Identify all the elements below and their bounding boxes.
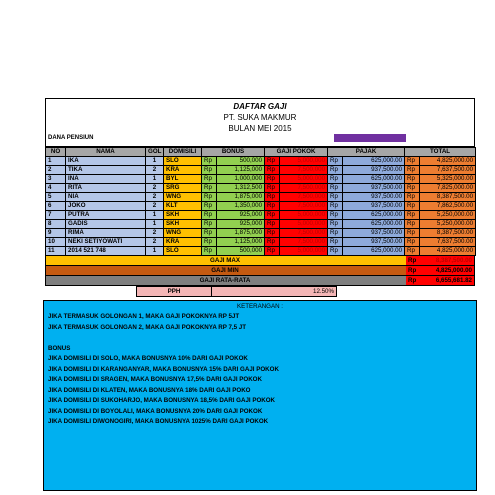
- cell-bonus-currency[interactable]: Rp: [202, 202, 217, 211]
- cell-pajak-currency[interactable]: Rp: [328, 238, 343, 247]
- cell-no[interactable]: 11: [46, 247, 66, 256]
- cell-pajak[interactable]: 625,000.00: [343, 175, 405, 184]
- cell-gaji-pokok-currency[interactable]: Rp: [265, 166, 280, 175]
- cell-bonus-currency[interactable]: Rp: [202, 220, 217, 229]
- cell-total-currency[interactable]: Rp: [405, 157, 420, 166]
- cell-gol[interactable]: 1: [146, 220, 164, 229]
- cell-gaji-pokok[interactable]: 5,000,000: [280, 211, 328, 220]
- table-header-row: [46, 148, 476, 157]
- cell-gaji-pokok-currency[interactable]: Rp: [265, 229, 280, 238]
- table-row: [46, 193, 476, 202]
- cell-gaji-pokok-currency[interactable]: Rp: [265, 184, 280, 193]
- cell-domisili[interactable]: WNG: [164, 193, 202, 202]
- table-row: [46, 229, 476, 238]
- cell-no[interactable]: 9: [46, 229, 66, 238]
- cell-gaji-pokok-currency[interactable]: Rp: [265, 211, 280, 220]
- cell-bonus[interactable]: 1,125,000: [217, 238, 265, 247]
- cell-total-currency[interactable]: Rp: [405, 229, 420, 238]
- cell-total[interactable]: 4,825,000.00: [420, 157, 476, 166]
- cell-total[interactable]: 5,250,000.00: [420, 220, 476, 229]
- cell-gaji-pokok-currency[interactable]: Rp: [265, 220, 280, 229]
- cell-gol[interactable]: 1: [146, 157, 164, 166]
- cell-gol[interactable]: 2: [146, 193, 164, 202]
- cell-nama[interactable]: GADIS: [66, 220, 146, 229]
- keterangan-line: JIKA DOMISILI DI BOYOLALI, MAKA BONUSNYA 20% DARI GAJI POKOK: [48, 407, 263, 415]
- cell-total-currency[interactable]: Rp: [405, 175, 420, 184]
- cell-pajak-currency[interactable]: Rp: [328, 202, 343, 211]
- cell-pajak[interactable]: 937,500.00: [343, 193, 405, 202]
- cell-nama[interactable]: NEKI SETIYOWATI: [66, 238, 146, 247]
- cell-no[interactable]: 8: [46, 220, 66, 229]
- cell-pajak-currency[interactable]: Rp: [328, 211, 343, 220]
- keterangan-line: JIKA DOMISILI DI SOLO, MAKA BONUSNYA 10% DARI GAJI POKOK: [48, 355, 248, 362]
- col-bonus[interactable]: BONUS: [202, 148, 265, 157]
- cell-bonus-currency[interactable]: Rp: [202, 247, 217, 256]
- cell-pajak[interactable]: 625,000.00: [343, 220, 405, 229]
- dana-pensiun-cell[interactable]: 500.000: [334, 134, 406, 142]
- cell-gaji-pokok[interactable]: 7,500,000: [280, 202, 328, 211]
- cell-nama[interactable]: RIMA: [66, 229, 146, 238]
- cell-bonus[interactable]: 1,350,000: [217, 202, 265, 211]
- cell-bonus[interactable]: 1,000,000: [217, 175, 265, 184]
- cell-bonus[interactable]: 1,312,500: [217, 184, 265, 193]
- cell-domisili[interactable]: SRG: [164, 184, 202, 193]
- col-gaji-pokok[interactable]: GAJI POKOK: [265, 148, 328, 157]
- cell-pajak-currency[interactable]: Rp: [328, 220, 343, 229]
- cell-gol[interactable]: 2: [146, 202, 164, 211]
- keterangan-line: JIKA DOMISILI DIWONOGIRI, MAKA BONUSNYA 1025% DARI GAJI POKOK: [48, 418, 269, 425]
- cell-pajak-currency[interactable]: Rp: [328, 193, 343, 202]
- keterangan-line: JIKA TERMASUK GOLONGAN 1, MAKA GAJI POKOKNYA RP 5JT: [48, 313, 240, 320]
- cell-gaji-pokok[interactable]: 7,500,000: [280, 193, 328, 202]
- cell-gol[interactable]: 1: [146, 247, 164, 256]
- cell-domisili[interactable]: KRA: [164, 166, 202, 175]
- cell-total-currency[interactable]: Rp: [405, 238, 420, 247]
- cell-bonus[interactable]: 1,875,000: [217, 229, 265, 238]
- cell-pajak[interactable]: 937,500.00: [343, 184, 405, 193]
- cell-pajak[interactable]: 937,500.00: [343, 238, 405, 247]
- cell-no[interactable]: 10: [46, 238, 66, 247]
- cell-total-currency[interactable]: Rp: [405, 220, 420, 229]
- cell-gol[interactable]: 1: [146, 175, 164, 184]
- gaji-avg-row: [45, 276, 475, 286]
- cell-no[interactable]: 7: [46, 211, 66, 220]
- cell-total[interactable]: 7,637,500.00: [420, 166, 476, 175]
- table-row: [46, 184, 476, 193]
- cell-pajak[interactable]: 625,000.00: [343, 247, 405, 256]
- cell-gaji-pokok[interactable]: 5,000,000: [280, 247, 328, 256]
- cell-pajak[interactable]: 937,500.00: [343, 166, 405, 175]
- cell-pajak-currency[interactable]: Rp: [328, 166, 343, 175]
- table-row: [46, 175, 476, 184]
- cell-gaji-pokok[interactable]: 7,500,000: [280, 229, 328, 238]
- cell-domisili[interactable]: SKH: [164, 220, 202, 229]
- cell-nama[interactable]: 2014 521 748: [66, 247, 146, 256]
- cell-total-currency[interactable]: Rp: [405, 202, 420, 211]
- cell-domisili[interactable]: SLO: [164, 157, 202, 166]
- cell-total[interactable]: 8,387,500.00: [420, 193, 476, 202]
- cell-domisili[interactable]: WNG: [164, 229, 202, 238]
- cell-domisili[interactable]: BYL: [164, 175, 202, 184]
- cell-bonus[interactable]: 500,000: [217, 247, 265, 256]
- cell-bonus-currency[interactable]: Rp: [202, 211, 217, 220]
- cell-gaji-pokok[interactable]: 5,000,000: [280, 220, 328, 229]
- period-label: BULAN MEI 2015: [228, 124, 292, 133]
- cell-pajak[interactable]: 625,000.00: [343, 157, 405, 166]
- cell-bonus-currency[interactable]: Rp: [202, 238, 217, 247]
- cell-total[interactable]: 8,387,500.00: [420, 229, 476, 238]
- table-row: [46, 202, 476, 211]
- cell-bonus-currency[interactable]: Rp: [202, 166, 217, 175]
- cell-bonus-currency[interactable]: Rp: [202, 157, 217, 166]
- cell-gol[interactable]: 2: [146, 229, 164, 238]
- gaji-max-row: [45, 256, 475, 266]
- cell-nama[interactable]: INA: [66, 175, 146, 184]
- col-gol[interactable]: GOL: [146, 148, 164, 157]
- keterangan-line: JIKA DOMISILI DI KLATEN, MAKA BONUSNYA 18% DARI GAJI POKO: [48, 386, 251, 394]
- cell-gaji-pokok[interactable]: 7,500,000: [280, 166, 328, 175]
- cell-nama[interactable]: RITA: [66, 184, 146, 193]
- cell-nama[interactable]: NIA: [66, 193, 146, 202]
- cell-domisili[interactable]: SLO: [164, 247, 202, 256]
- cell-gaji-pokok-currency[interactable]: Rp: [265, 247, 280, 256]
- cell-pajak[interactable]: 625,000.00: [343, 211, 405, 220]
- keterangan-line: JIKA DOMISILI DI SUKOHARJO, MAKA BONUSNYA 18,5% DARI GAJI POKOK: [48, 397, 276, 404]
- cell-gaji-pokok-currency[interactable]: Rp: [265, 175, 280, 184]
- table-row: [46, 166, 476, 175]
- cell-total[interactable]: 5,250,000.00: [420, 211, 476, 220]
- gaji-min-label: GAJI MIN: [211, 267, 239, 274]
- cell-bonus[interactable]: 925,000: [217, 220, 265, 229]
- gaji-avg-value-cell[interactable]: Rp 6,655,681.82: [408, 277, 472, 284]
- cell-bonus[interactable]: 925,000: [217, 211, 265, 220]
- cell-total-currency[interactable]: Rp: [405, 184, 420, 193]
- keterangan-box: [43, 300, 477, 491]
- cell-bonus[interactable]: 500,000: [217, 157, 265, 166]
- cell-pajak-currency[interactable]: Rp: [328, 184, 343, 193]
- keterangan-title: KETERANGAN :: [236, 303, 284, 310]
- cell-no[interactable]: 5: [46, 193, 66, 202]
- cell-total[interactable]: 7,637,500.00: [420, 238, 476, 247]
- table-row: [46, 247, 476, 256]
- gaji-max-value-cell[interactable]: Rp 8,387,500.00: [408, 257, 472, 264]
- pph-label-cell[interactable]: PPH: [136, 286, 212, 297]
- cell-pajak-currency[interactable]: Rp: [328, 247, 343, 256]
- gaji-min-row: [45, 266, 475, 276]
- cell-gaji-pokok[interactable]: 7,500,000: [280, 238, 328, 247]
- table-row: [46, 220, 476, 229]
- pph-value-cell[interactable]: 12.50%: [211, 286, 337, 297]
- keterangan-line: BONUS: [48, 344, 71, 352]
- cell-total-currency[interactable]: Rp: [405, 166, 420, 175]
- cell-gaji-pokok[interactable]: 5,000,000: [280, 175, 328, 184]
- cell-nama[interactable]: IKA: [66, 157, 146, 166]
- cell-bonus-currency[interactable]: Rp: [202, 229, 217, 238]
- cell-gol[interactable]: 2: [146, 184, 164, 193]
- keterangan-line: JIKA DOMISILI DI SRAGEN, MAKA BONUSNYA 17,5% DARI GAJI POKOK: [48, 376, 262, 383]
- cell-bonus[interactable]: 1,125,000: [217, 166, 265, 175]
- cell-domisili[interactable]: KRA: [164, 238, 202, 247]
- cell-domisili[interactable]: SKH: [164, 211, 202, 220]
- cell-gaji-pokok-currency[interactable]: Rp: [265, 193, 280, 202]
- cell-pajak[interactable]: 937,500.00: [343, 202, 405, 211]
- keterangan-line: JIKA DOMISILI DI KARANGANYAR, MAKA BONUSNYA 15% DARI GAJI POKOK: [48, 365, 279, 373]
- cell-bonus-currency[interactable]: Rp: [202, 193, 217, 202]
- gaji-max-label: GAJI MAX: [210, 257, 240, 264]
- col-no[interactable]: NO: [46, 148, 66, 157]
- salary-sheet: [45, 98, 475, 286]
- table-row: [46, 211, 476, 220]
- cell-gaji-pokok-currency[interactable]: Rp: [265, 202, 280, 211]
- cell-nama[interactable]: JOKO: [66, 202, 146, 211]
- cell-total[interactable]: 4,825,000.00: [420, 247, 476, 256]
- cell-pajak-currency[interactable]: Rp: [328, 157, 343, 166]
- cell-bonus-currency[interactable]: Rp: [202, 184, 217, 193]
- cell-total[interactable]: 7,825,000.00: [420, 184, 476, 193]
- table-row: [46, 157, 476, 166]
- sheet-header: [45, 98, 475, 147]
- cell-pajak[interactable]: 937,500.00: [343, 229, 405, 238]
- cell-bonus[interactable]: 1,875,000: [217, 193, 265, 202]
- cell-gol[interactable]: 1: [146, 211, 164, 220]
- col-nama[interactable]: NAMA: [66, 148, 146, 157]
- cell-gaji-pokok-currency[interactable]: Rp: [265, 238, 280, 247]
- sheet-title: DAFTAR GAJI: [233, 102, 287, 111]
- cell-no[interactable]: 3: [46, 175, 66, 184]
- col-pajak[interactable]: PAJAK: [328, 148, 405, 157]
- cell-no[interactable]: 2: [46, 166, 66, 175]
- cell-total[interactable]: 5,325,000.00: [420, 175, 476, 184]
- gaji-min-value-cell[interactable]: Rp 4,825,000.00: [408, 267, 472, 274]
- cell-gol[interactable]: 2: [146, 238, 164, 247]
- col-domisili[interactable]: DOMISILI: [164, 148, 202, 157]
- cell-pajak-currency[interactable]: Rp: [328, 229, 343, 238]
- cell-gaji-pokok-currency[interactable]: Rp: [265, 157, 280, 166]
- company-name: PT. SUKA MAKMUR: [223, 113, 297, 122]
- gaji-avg-label: GAJI RATA-RATA: [199, 277, 251, 284]
- cell-total[interactable]: 7,862,500.00: [420, 202, 476, 211]
- cell-nama[interactable]: PUTRA: [66, 211, 146, 220]
- cell-gaji-pokok[interactable]: 7,500,000: [280, 184, 328, 193]
- cell-bonus-currency[interactable]: Rp: [202, 175, 217, 184]
- table-row: [46, 238, 476, 247]
- col-total[interactable]: TOTAL: [405, 148, 476, 157]
- cell-no[interactable]: 6: [46, 202, 66, 211]
- salary-table: [45, 147, 476, 256]
- cell-total-currency[interactable]: Rp: [405, 211, 420, 220]
- cell-gaji-pokok[interactable]: 5,000,000: [280, 157, 328, 166]
- cell-nama[interactable]: TIKA: [66, 166, 146, 175]
- cell-total-currency[interactable]: Rp: [405, 247, 420, 256]
- cell-total-currency[interactable]: Rp: [405, 193, 420, 202]
- dana-pensiun-label: DANA PENSIUN: [48, 135, 94, 141]
- cell-gol[interactable]: 2: [146, 166, 164, 175]
- cell-pajak-currency[interactable]: Rp: [328, 175, 343, 184]
- cell-no[interactable]: 4: [46, 184, 66, 193]
- keterangan-line: JIKA TERMASUK GOLONGAN 2, MAKA GAJI POKOKNYA RP 7,5 JT: [48, 323, 247, 331]
- cell-domisili[interactable]: KLT: [164, 202, 202, 211]
- cell-no[interactable]: 1: [46, 157, 66, 166]
